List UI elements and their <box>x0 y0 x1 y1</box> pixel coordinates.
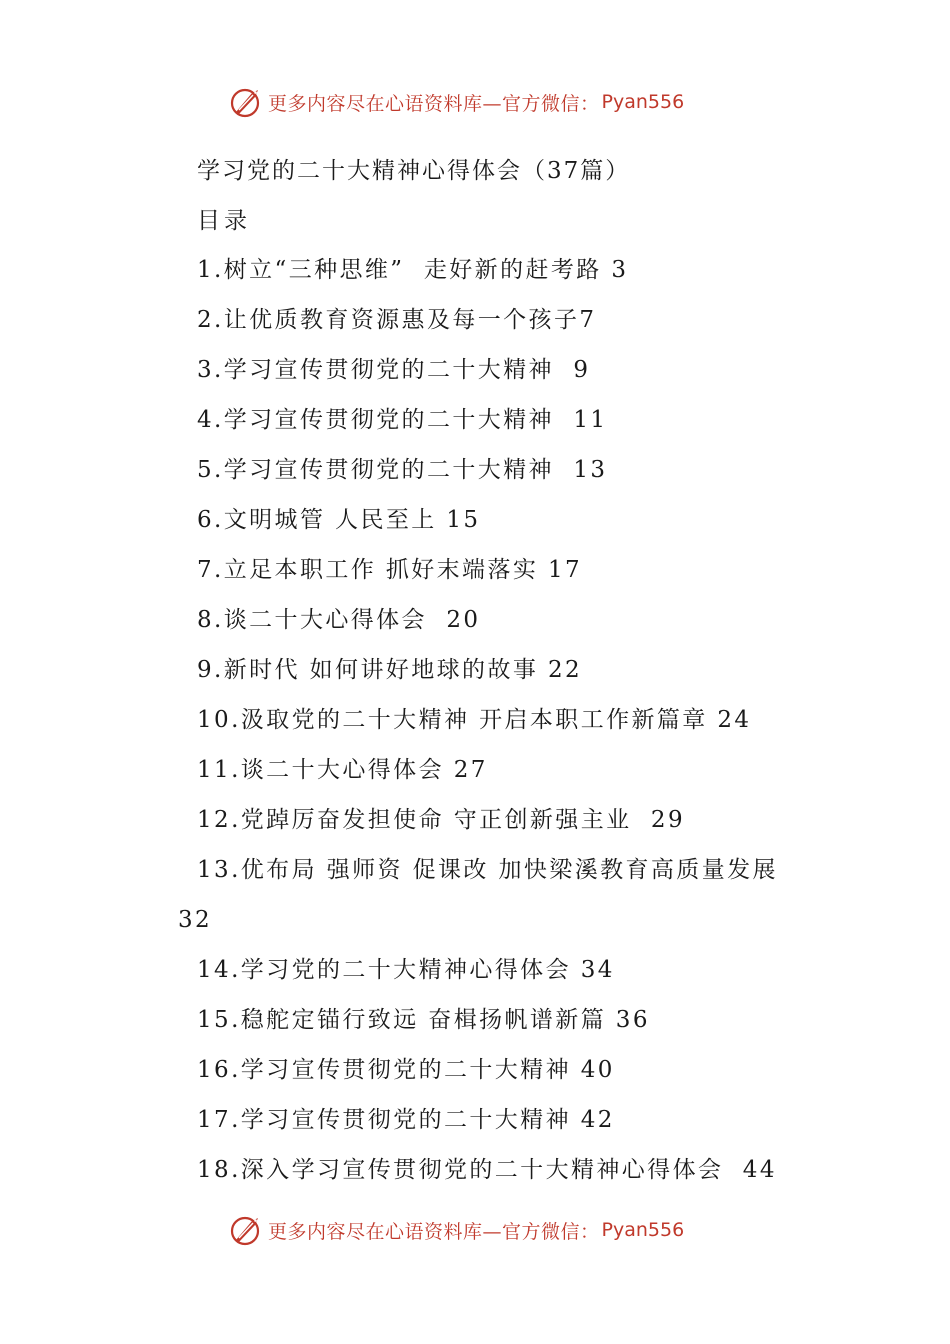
header-banner <box>228 82 684 122</box>
toc-item-page-wrap: 32 <box>178 907 213 933</box>
document-title: 学习党的二十大精神心得体会（37篇） <box>197 158 631 184</box>
toc-item: 16.学习宣传贯彻党的二十大精神 40 <box>197 1057 615 1083</box>
pen-nib-logo-icon <box>228 1212 264 1248</box>
banner-wechat-id: Pyan556 <box>601 91 685 113</box>
toc-item: 11.谈二十大心得体会 27 <box>197 757 488 783</box>
toc-item: 7.立足本职工作 抓好末端落实 17 <box>197 557 583 583</box>
banner-text: 更多内容尽在心语资料库—官方微信： <box>268 92 600 115</box>
toc-heading: 目录 <box>197 208 251 234</box>
toc-item: 9.新时代 如何讲好地球的故事 22 <box>197 657 583 683</box>
toc-item: 14.学习党的二十大精神心得体会 34 <box>197 957 615 983</box>
toc-item: 3.学习宣传贯彻党的二十大精神 9 <box>197 357 591 383</box>
pen-nib-logo-icon <box>228 84 264 120</box>
table-of-contents <box>0 252 950 1202</box>
toc-item: 4.学习宣传贯彻党的二十大精神 11 <box>197 407 608 433</box>
toc-item: 8.谈二十大心得体会 20 <box>197 607 481 633</box>
footer-banner <box>228 1210 684 1250</box>
toc-item: 6.文明城管 人民至上 15 <box>197 507 481 533</box>
toc-item: 10.汲取党的二十大精神 开启本职工作新篇章 24 <box>197 707 752 733</box>
toc-item: 5.学习宣传贯彻党的二十大精神 13 <box>197 457 608 483</box>
toc-item: 15.稳舵定锚行致远 奋楫扬帆谱新篇 36 <box>197 1007 650 1033</box>
toc-item: 18.深入学习宣传贯彻党的二十大精神心得体会 44 <box>197 1157 777 1183</box>
toc-item: 17.学习宣传贯彻党的二十大精神 42 <box>197 1107 615 1133</box>
toc-item: 1.树立“三种思维” 走好新的赶考路 3 <box>197 257 629 283</box>
toc-item: 12.党踔厉奋发担使命 守正创新强主业 29 <box>197 807 685 833</box>
toc-item: 2.让优质教育资源惠及每一个孩子7 <box>197 307 597 333</box>
banner-text: 更多内容尽在心语资料库—官方微信： <box>268 1220 600 1243</box>
banner-wechat-id: Pyan556 <box>601 1219 685 1241</box>
toc-item: 13.优布局 强师资 促课改 加快梁溪教育高质量发展 <box>197 857 778 883</box>
